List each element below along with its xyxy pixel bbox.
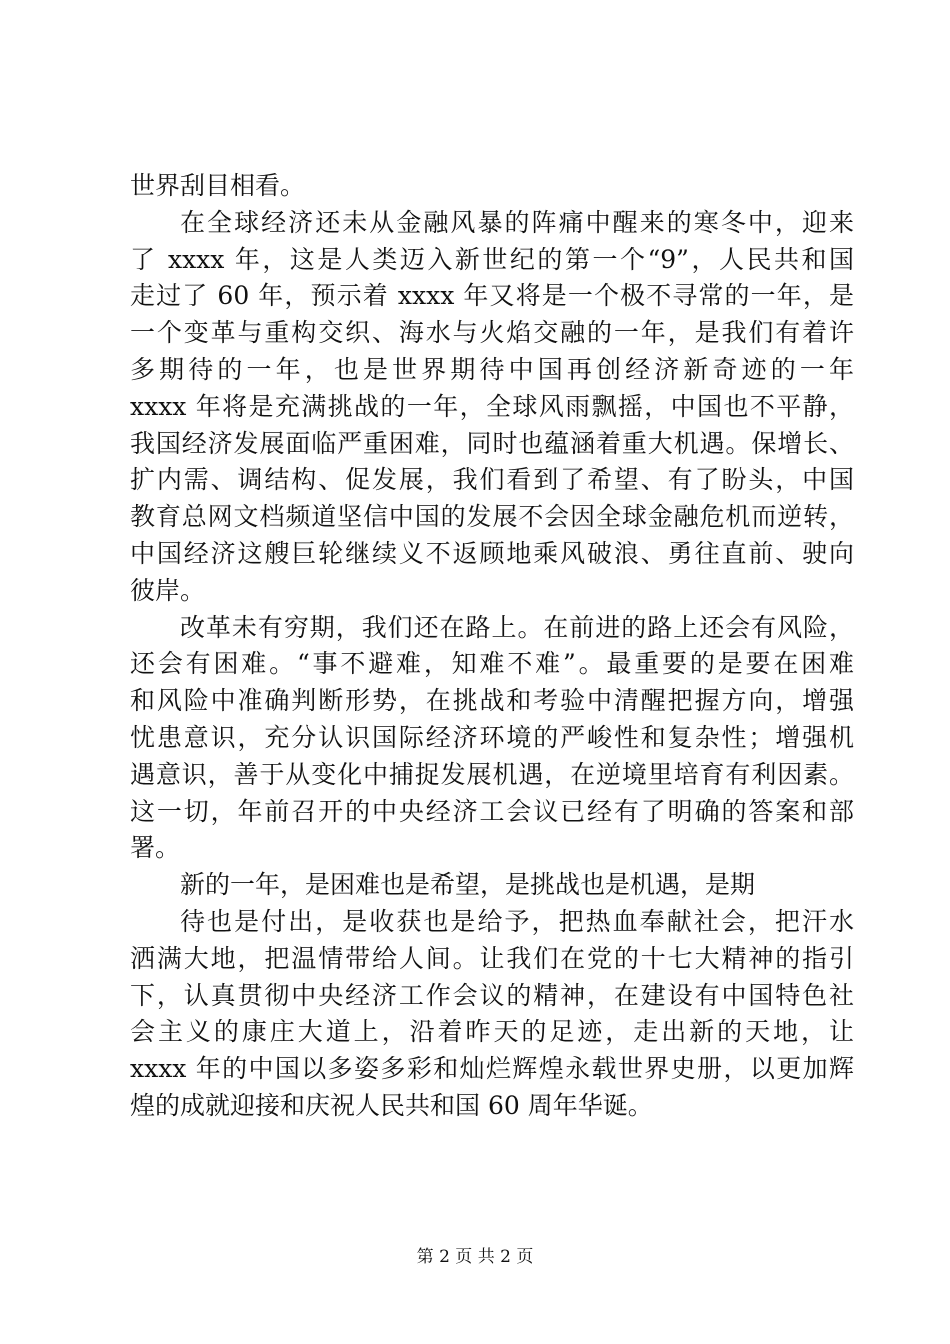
text-line: 这一切，年前召开的中央经济工会议已经有了明确的答案和部 <box>130 796 854 826</box>
text-line: xxxx 年将是充满挑战的一年，全球风雨飘摇，中国也不平静， <box>130 391 854 421</box>
text-line: 世界刮目相看。 <box>130 171 306 200</box>
text-line: 我国经济发展面临严重困难，同时也蕴涵着重大机遇。保增长、 <box>130 428 854 458</box>
paragraph <box>130 168 854 205</box>
text-line: 还会有困难。“事不避难，知难不难”。最重要的是要在困难 <box>130 649 854 679</box>
text-line: 走过了 60 年，预示着 xxxx 年又将是一个极不寻常的一年，是 <box>130 281 854 311</box>
text-line: 彼岸。 <box>130 575 206 605</box>
text-line: xxxx 年的中国以多姿多彩和灿烂辉煌永载世界史册，以更加辉 <box>130 1054 854 1084</box>
text-line: 多期待的一年，也是世界期待中国再创经济新奇迹的一年 <box>130 354 854 384</box>
text-line: 下，认真贯彻中央经济工作会议的精神，在建设有中国特色社 <box>130 980 854 1010</box>
text-line: 新的一年，是困难也是希望，是挑战也是机遇，是期 <box>180 870 756 900</box>
text-line: 扩内需、调结构、促发展，我们看到了希望、有了盼头，中国 <box>130 465 854 495</box>
text-line: 和风险中准确判断形势，在挑战和考验中清醒把握方向，增强 <box>130 686 854 716</box>
text-line: 一个变革与重构交织、海水与火焰交融的一年，是我们有着许 <box>130 318 854 348</box>
document-body <box>130 168 854 1125</box>
text-line: 署。 <box>130 833 181 863</box>
page-footer <box>0 1245 950 1269</box>
paragraph <box>130 904 854 1125</box>
text-line: 遇意识，善于从变化中捕捉发展机遇，在逆境里培育有利因素。 <box>130 759 854 789</box>
paragraph <box>130 610 854 868</box>
text-line: 中国经济这艘巨轮继续义不返顾地乘风破浪、勇往直前、驶向 <box>130 538 854 568</box>
text-line: 了 xxxx 年，这是人类迈入新世纪的第一个“9”，人民共和国 <box>130 244 854 274</box>
text-line: 忧患意识，充分认识国际经济环境的严峻性和复杂性；增强机 <box>130 722 854 752</box>
text-line: 在全球经济还未从金融风暴的阵痛中醒来的寒冬中，迎来 <box>180 207 854 237</box>
text-line: 洒满大地，把温情带给人间。让我们在党的十七大精神的指引 <box>130 943 854 973</box>
paragraph <box>130 867 854 904</box>
text-line: 改革未有穷期，我们还在路上。在前进的路上还会有风险， <box>180 612 854 642</box>
text-line: 煌的成就迎接和庆祝人民共和国 60 周年华诞。 <box>130 1090 653 1120</box>
text-line: 会主义的康庄大道上，沿着昨天的足迹，走出新的天地，让 <box>130 1017 854 1047</box>
text-line: 教育总网文档频道坚信中国的发展不会因全球金融危机而逆转， <box>130 502 854 532</box>
page-number-indicator: 第 2 页 共 2 页 <box>416 1247 534 1267</box>
paragraph <box>130 205 854 610</box>
text-line: 待也是付出，是收获也是给予，把热血奉献社会，把汗水 <box>180 906 854 936</box>
